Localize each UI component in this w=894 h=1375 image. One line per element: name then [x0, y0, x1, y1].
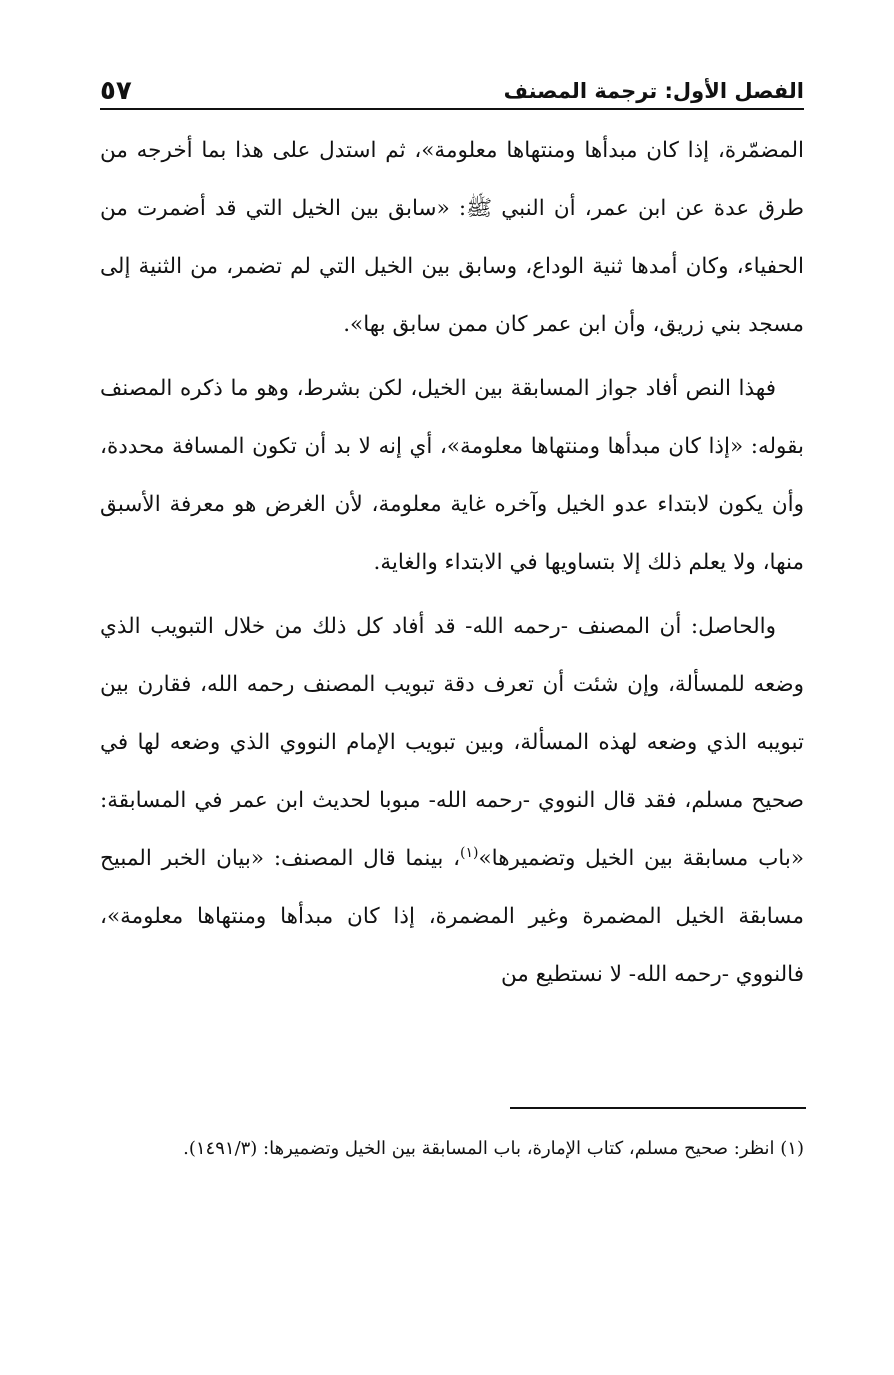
paragraph-3-continuation: ، بينما قال المصنف: «بيان الخبر المبيح مسابقة الخيل المضمرة وغير المضمرة، إذا كان مبدأها ومنتهاها معلومة»، فالنووي -رحمه الله- لا نستطيع من — [100, 846, 804, 987]
main-text — [100, 122, 804, 1004]
paragraph-3-text: والحاصل: أن المصنف -رحمه الله- قد أفاد كل ذلك من خلال التبويب الذي وضعه للمسألة، وإن شئت أن تعرف دقة تبويب المصنف رحمه الله، فقارن بين تبويبه الذي وضعه لهذه المسألة، وبين تبويب الإمام النووي الذي وضعه لها في صحيح مسلم، فقد قال النووي -رحمه الله- مبوبا لحديث ابن عمر في المسابقة: «باب مسابقة بين الخيل وتضميرها» — [100, 614, 804, 871]
paragraph-2: فهذا النص أفاد جواز المسابقة بين الخيل، لكن بشرط، وهو ما ذكره المصنف بقوله: «إذا كان مبدأها ومنتهاها معلومة»، أي إنه لا بد أن تكون المسافة محددة، وأن يكون لابتداء عدو الخيل وآخره غاية معلومة، لأن الغرض هو معرفة الأسبق منها، ولا يعلم ذلك إلا بتساويها في الابتداء والغاية. — [100, 376, 804, 575]
running-head — [100, 66, 804, 106]
footnote-reference[interactable]: (١) — [460, 844, 479, 861]
footnote-1: (١) انظر: صحيح مسلم، كتاب الإمارة، باب المسابقة بين الخيل وتضميرها: (١٤٩١/٣). — [183, 1138, 804, 1159]
page-number: ٥٧ — [100, 76, 132, 106]
footnotes — [100, 1128, 804, 1170]
paragraph-1: المضمّرة، إذا كان مبدأها ومنتهاها معلومة»، ثم استدل على هذا بما أخرجه من طرق عدة عن ابن عمر، أن النبي ﷺ: «سابق بين الخيل التي قد أضمرت من الحفياء، وكان أمدها ثنية الوداع، وسابق بين الخيل التي لم تضمر، من الثنية إلى مسجد بني زريق، وأن ابن عمر كان ممن سابق بها». — [100, 138, 804, 337]
footnote-divider — [510, 1107, 806, 1109]
header-divider — [100, 108, 804, 110]
chapter-title: الفصل الأول: ترجمة المصنف — [503, 79, 804, 103]
paragraph-3 — [100, 598, 804, 1004]
